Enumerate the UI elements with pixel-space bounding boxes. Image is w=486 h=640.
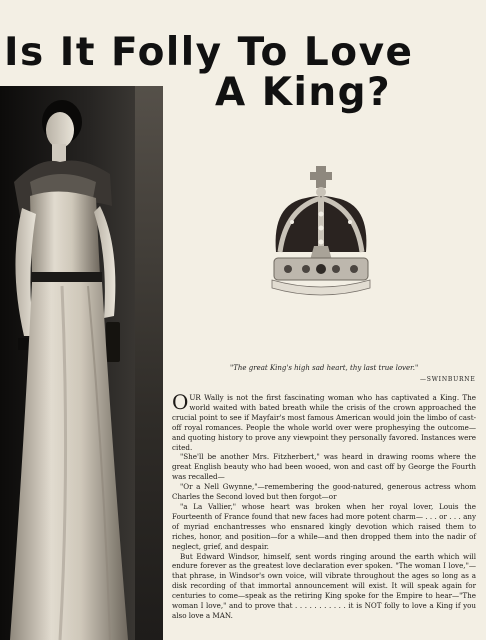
epigraph-attribution: —SWINBURNE	[420, 376, 476, 383]
article-paragraph: But Edward Windsor, himself, sent words ringing around the earth which will endure forever as the greatest love declaration ever spoken. "The woman I love,"—that phrase, in Windsor's own voice, will vibrate throughout the ages so long as a disk recording of that immortal announcement will exist. It will speak again for centuries to come—speak as the retiring King spoke for the Empire to hear—"The woman I love," and to prove that . . . . . . . . . . . it is NOT folly to love a King if you also love a MAN.	[172, 551, 476, 620]
crown-illustration	[266, 164, 376, 304]
headline-line-2: A King?	[215, 70, 392, 115]
article-paragraph-text: UR Wally is not the first fascinating woman who has captivated a King. The world waited with bated breath while the crisis of the crown approached the crucial point to see if Mayfair's most famous American would join the limbo of cast-off royal romances. People the whole world over were prophesying the outcome—and quoting history to prove any viewpoint they personally favored. Instances were cited.	[172, 393, 476, 452]
article-paragraph: "a La Vallier," whose heart was broken when her royal lover, Louis the Fourteenth of France found that new faces had more potent charm— . . . or . . . any of myriad enchantresses who ensnared kingly devotion which raised them to riches, honor, and position—for a while—and then dropped them into the nadir of neglect, grief, and despair.	[172, 501, 476, 551]
article-paragraph: "She'll be another Mrs. Fitzherbert," was heard in drawing rooms where the great English beauty who had been wooed, won and cast off by George the Fourth was recalled—	[172, 452, 476, 482]
crown-image	[266, 164, 376, 304]
article-body	[172, 390, 476, 621]
headline-line-1: Is It Folly To Love	[4, 30, 414, 75]
photo-backdrop-edge	[135, 86, 163, 640]
epigraph-quote: "The great King's high sad heart, thy last true lover."	[230, 364, 419, 372]
article-paragraph: "Or a Nell Gwynne,"—remembering the good-natured, generous actress whom Charles the Second loved but then forgot—or	[172, 482, 476, 502]
drop-cap: O	[172, 390, 189, 414]
article-paragraph	[172, 390, 476, 452]
